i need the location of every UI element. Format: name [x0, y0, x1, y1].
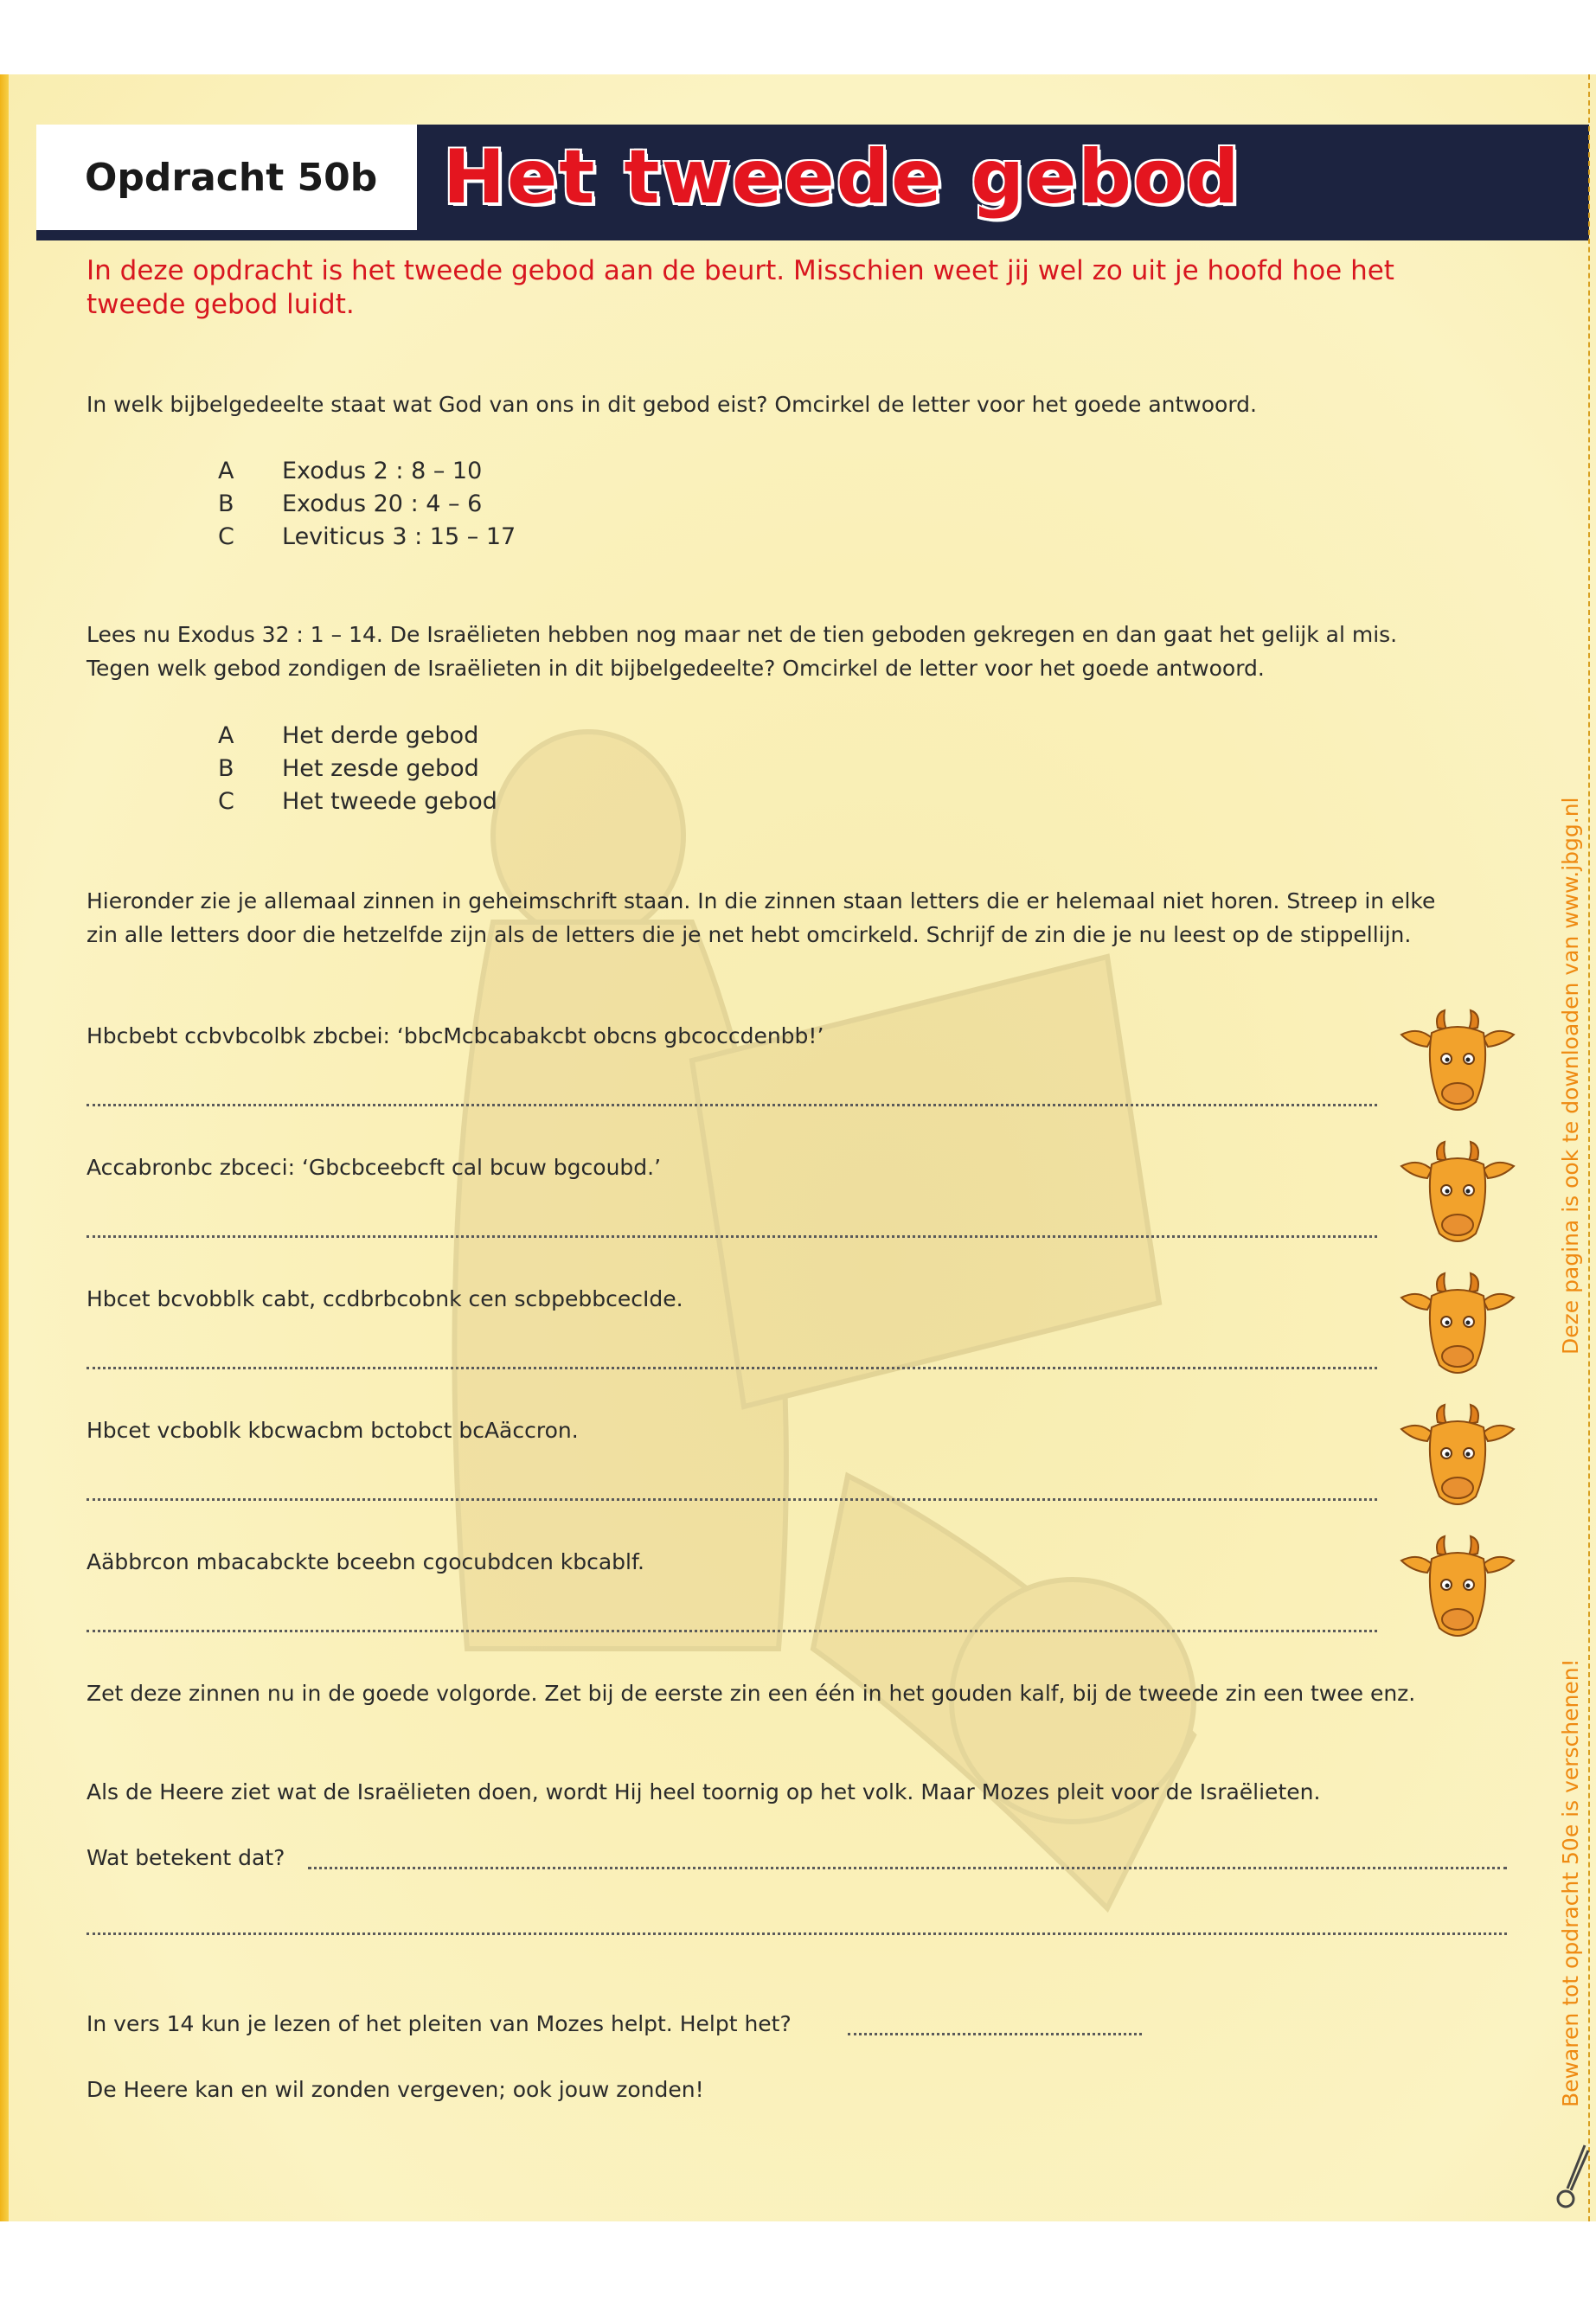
secret-sentence-1: Hbcbebt ccbvbcolbk zbcbei: ‘bbcMcbcabakcbt obcns gbcoccdenbb!’: [87, 1023, 824, 1048]
golden-calf-icon[interactable]: [1393, 1272, 1522, 1384]
secret-intro-line2: zin alle letters door die hetzelfde zijn als de letters die je net hebt omcirkeld. Schrijf de zin die je nu leest op de stippellijn.: [87, 922, 1412, 947]
scissors-icon: [1550, 2142, 1593, 2211]
question-betekent: Wat betekent dat?: [87, 1845, 285, 1870]
golden-calf-icon[interactable]: [1393, 1009, 1522, 1121]
question2-line1: Lees nu Exodus 32 : 1 – 14. De Israëlieten hebben nog maar net de tien geboden gekregen en dan gaat het gelijk al mis.: [87, 622, 1398, 647]
question-betekent-row: [87, 1841, 1505, 1875]
side-text-download: Deze pagina is ook te downloaden van www.jbgg.nl: [1558, 797, 1583, 1355]
secret-sentence-2: Accabronbc zbceci: ‘Gbcbceebcft cal bcuw bgcoubd.’: [87, 1155, 662, 1180]
option-letter: B: [218, 755, 234, 782]
option-letter: A: [218, 458, 234, 484]
option-text: Exodus 2 : 8 – 10: [282, 458, 483, 484]
golden-calf-icon[interactable]: [1393, 1403, 1522, 1516]
question1-option-b[interactable]: [218, 488, 482, 521]
option-text: Exodus 20 : 4 – 6: [282, 490, 483, 517]
option-letter: C: [218, 788, 234, 815]
option-text: Het tweede gebod: [282, 788, 497, 815]
order-instruction: Zet deze zinnen nu in de goede volgorde. Zet bij de eerste zin een één in het gouden kalf, bij de tweede zin een twee enz.: [87, 1681, 1416, 1706]
closing-text: De Heere kan en wil zonden vergeven; ook jouw zonden!: [87, 2077, 704, 2102]
answer-line-3[interactable]: [87, 1367, 1377, 1369]
golden-calf-icon[interactable]: [1393, 1535, 1522, 1647]
secret-intro-line1: Hieronder zie je allemaal zinnen in geheimschrift staan. In die zinnen staan letters die er helemaal niet horen. Streep in elke: [87, 888, 1436, 913]
secret-sentence-3: Hbcet bcvobblk cabt, ccdbrbcobnk cen scbpebbcecIde.: [87, 1286, 683, 1311]
side-notes: [1555, 100, 1590, 2176]
option-letter: B: [218, 490, 234, 517]
answer-line-5[interactable]: [87, 1630, 1377, 1632]
answer-line-betekent-2[interactable]: [87, 1932, 1507, 1935]
option-text: Het zesde gebod: [282, 755, 479, 782]
assignment-label: Opdracht 50b: [85, 155, 378, 200]
secret-sentence-4: Hbcet vcboblk kbcwacbm bctobct bcAäccron.: [87, 1418, 579, 1443]
option-letter: C: [218, 523, 234, 550]
answer-line-2[interactable]: [87, 1235, 1377, 1238]
question1-option-a[interactable]: [218, 455, 482, 488]
answer-line-betekent[interactable]: [308, 1867, 1507, 1869]
golden-calf-icon[interactable]: [1393, 1140, 1522, 1253]
question1-text: In welk bijbelgedeelte staat wat God van ons in dit gebod eist? Omcirkel de letter voor het goede antwoord.: [87, 392, 1257, 417]
answer-line-4[interactable]: [87, 1498, 1377, 1501]
page-edge: [0, 74, 9, 2221]
answer-line-1[interactable]: [87, 1104, 1377, 1106]
question2-option-a[interactable]: [218, 720, 478, 753]
question1-option-c[interactable]: [218, 521, 516, 554]
page-title: Het tweede gebod: [443, 134, 1241, 221]
page-header: [36, 125, 1589, 237]
question2-option-b[interactable]: [218, 753, 479, 785]
option-text: Het derde gebod: [282, 722, 479, 749]
intro-text: In deze opdracht is het tweede gebod aan de beurt. Misschien weet jij wel zo uit je hoofd hoe het tweede gebod luidt.: [87, 255, 1394, 320]
worksheet-page: [0, 74, 1596, 2221]
option-letter: A: [218, 722, 234, 749]
option-text: Leviticus 3 : 15 – 17: [282, 523, 516, 550]
answer-line-vers14[interactable]: [848, 2033, 1142, 2035]
secret-sentence-5: Aäbbrcon mbacabckte bceebn cgocubdcen kbcablf.: [87, 1549, 644, 1574]
assignment-label-box: [36, 125, 417, 230]
side-text-keep: Bewaren tot opdracht 50e is verschenen!: [1558, 1658, 1583, 2107]
question2-option-c[interactable]: [218, 785, 497, 818]
question2-line2: Tegen welk gebod zondigen de Israëlieten in dit bijbelgedeelte? Omcirkel de letter voor het goede antwoord.: [87, 656, 1265, 681]
header-underline: [36, 235, 1589, 240]
heere-text: Als de Heere ziet wat de Israëlieten doen, wordt Hij heel toornig op het volk. Maar Mozes pleit voor de Israëlieten.: [87, 1779, 1321, 1804]
question-vers14: In vers 14 kun je lezen of het pleiten van Mozes helpt. Helpt het?: [87, 2011, 792, 2036]
